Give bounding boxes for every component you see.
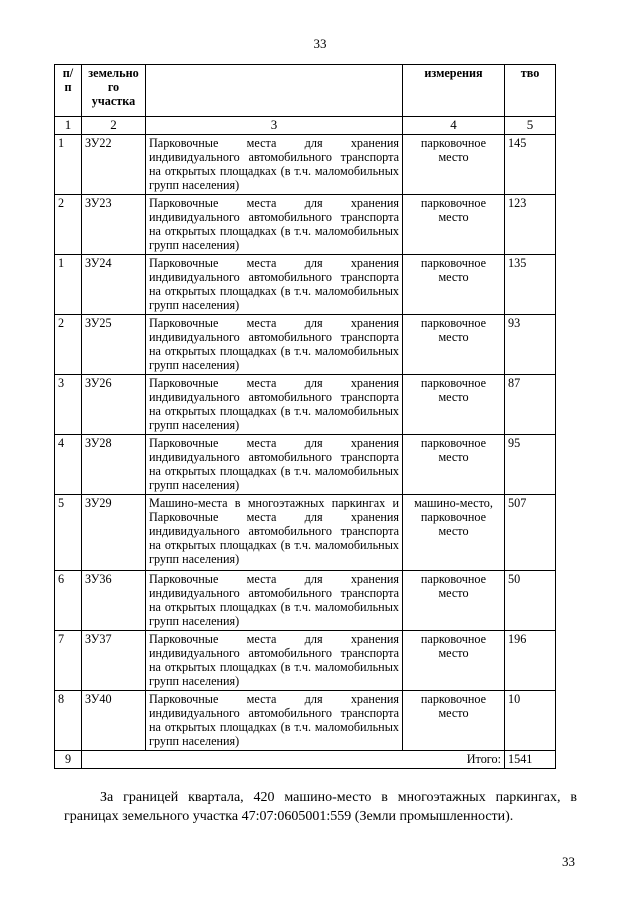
plot-id: ЗУ22 [82, 135, 146, 195]
description: Парковочные места для хранения индивидуального автомобильного транспорта на открытых площадках (в т.ч. маломобильных групп населения) [146, 195, 403, 255]
row-number: 3 [55, 375, 82, 435]
total-row [55, 751, 556, 769]
description: Парковочные места для хранения индивидуального автомобильного транспорта на открытых площадках (в т.ч. маломобильных групп населения) [146, 315, 403, 375]
header-cell-description [146, 65, 403, 117]
unit: парковочное место [403, 571, 505, 631]
table-row [55, 691, 556, 751]
plot-id: ЗУ37 [82, 631, 146, 691]
row-number: 4 [55, 435, 82, 495]
parking-table [54, 64, 556, 769]
row-number: 7 [55, 631, 82, 691]
total-quantity: 1541 [505, 751, 556, 769]
column-number: 5 [505, 117, 556, 135]
description: Парковочные места для хранения индивидуального автомобильного транспорта на открытых площадках (в т.ч. маломобильных групп населения) [146, 435, 403, 495]
quantity: 507 [505, 495, 556, 571]
quantity: 87 [505, 375, 556, 435]
page-number-bottom: 33 [562, 854, 575, 869]
header-number-line2: п [64, 80, 72, 94]
table-header-row [55, 65, 556, 117]
row-number: 5 [55, 495, 82, 571]
header-cell-plot [82, 65, 146, 117]
total-row-number: 9 [55, 751, 82, 769]
quantity: 196 [505, 631, 556, 691]
table-row [55, 571, 556, 631]
description: Парковочные места для хранения индивидуального автомобильного транспорта на открытых площадках (в т.ч. маломобильных групп населения) [146, 571, 403, 631]
plot-id: ЗУ29 [82, 495, 146, 571]
plot-id: ЗУ28 [82, 435, 146, 495]
row-number: 2 [55, 315, 82, 375]
page-number-top: 33 [313, 36, 327, 51]
quantity: 95 [505, 435, 556, 495]
header-cell-unit: измерения [403, 65, 505, 117]
header-plot-line1: земельно [88, 66, 139, 80]
description: Машино-места в многоэтажных паркингах и Парковочные места для хранения индивидуального автомобильного транспорта на открытых площадках (в т.ч. маломобильных групп населения) [146, 495, 403, 571]
quantity: 123 [505, 195, 556, 255]
table-row [55, 315, 556, 375]
column-number: 1 [55, 117, 82, 135]
quantity: 93 [505, 315, 556, 375]
row-number: 2 [55, 195, 82, 255]
quantity: 135 [505, 255, 556, 315]
header-plot-line2: го [107, 80, 120, 94]
plot-id: ЗУ36 [82, 571, 146, 631]
quantity: 10 [505, 691, 556, 751]
quantity: 50 [505, 571, 556, 631]
header-number-line1: п/ [62, 66, 74, 80]
unit: парковочное место [403, 315, 505, 375]
row-number: 8 [55, 691, 82, 751]
row-number: 1 [55, 255, 82, 315]
description: Парковочные места для хранения индивидуального автомобильного транспорта на открытых площадках (в т.ч. маломобильных групп населения) [146, 631, 403, 691]
table-row [55, 255, 556, 315]
unit: парковочное место [403, 375, 505, 435]
table-row [55, 435, 556, 495]
column-number: 4 [403, 117, 505, 135]
header-cell-number [55, 65, 82, 117]
description: Парковочные места для хранения индивидуального автомобильного транспорта на открытых площадках (в т.ч. маломобильных групп населения) [146, 135, 403, 195]
table-row [55, 631, 556, 691]
table-row [55, 495, 556, 571]
description: Парковочные места для хранения индивидуального автомобильного транспорта на открытых площадках (в т.ч. маломобильных групп населения) [146, 375, 403, 435]
table-row [55, 135, 556, 195]
column-number: 3 [146, 117, 403, 135]
unit: парковочное место [403, 195, 505, 255]
quantity: 145 [505, 135, 556, 195]
unit: парковочное место [403, 631, 505, 691]
body-paragraph: За границей квартала, 420 машино-место в многоэтажных паркингах, в границах земельного участка 47:07:0605001:559 (Земли промышленности). [64, 790, 577, 824]
table-row [55, 195, 556, 255]
unit: парковочное место [403, 691, 505, 751]
unit: парковочное место [403, 135, 505, 195]
plot-id: ЗУ25 [82, 315, 146, 375]
plot-id: ЗУ40 [82, 691, 146, 751]
row-number: 6 [55, 571, 82, 631]
unit: машино-место, парковочное место [403, 495, 505, 571]
column-number-row [55, 117, 556, 135]
unit: парковочное место [403, 255, 505, 315]
plot-id: ЗУ23 [82, 195, 146, 255]
description: Парковочные места для хранения индивидуального автомобильного транспорта на открытых площадках (в т.ч. маломобильных групп населения) [146, 255, 403, 315]
header-plot-line3: участка [91, 94, 136, 108]
plot-id: ЗУ26 [82, 375, 146, 435]
column-number: 2 [82, 117, 146, 135]
description: Парковочные места для хранения индивидуального автомобильного транспорта на открытых площадках (в т.ч. маломобильных групп населения) [146, 691, 403, 751]
table-row [55, 375, 556, 435]
total-label: Итого: [82, 751, 505, 769]
unit: парковочное место [403, 435, 505, 495]
plot-id: ЗУ24 [82, 255, 146, 315]
row-number: 1 [55, 135, 82, 195]
header-cell-quantity: тво [505, 65, 556, 117]
